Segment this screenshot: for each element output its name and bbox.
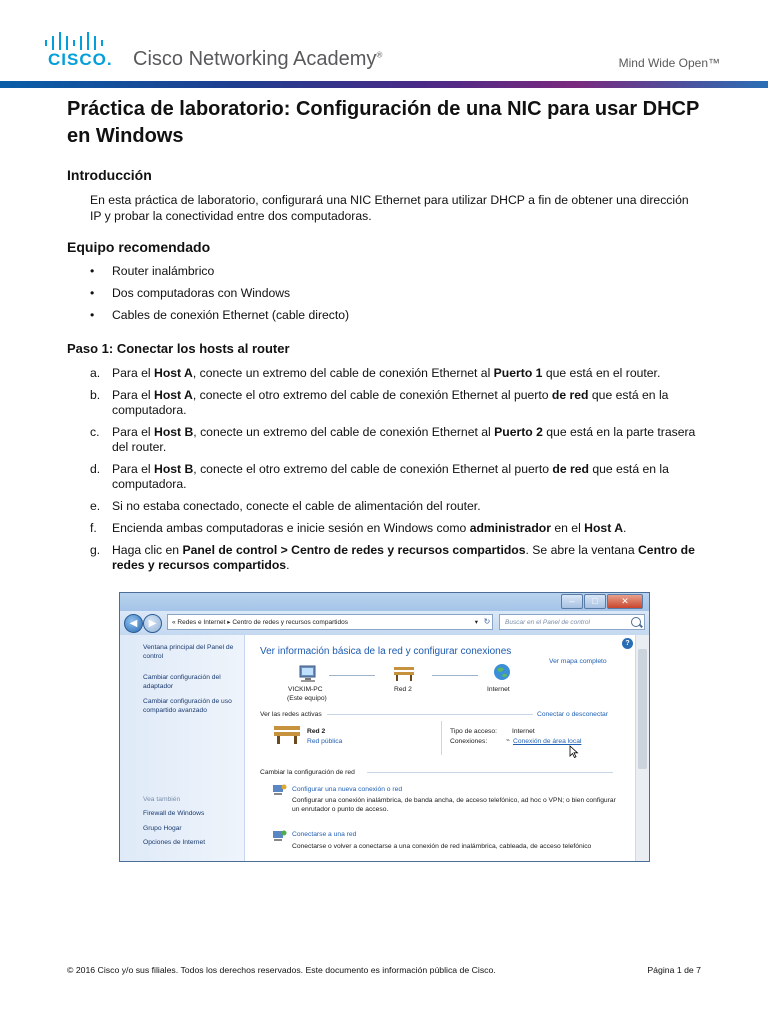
connect-network-desc: Conectarse o volver a conectarse a una conexión de red inalámbrica, cableada, de acceso telefónico bbox=[292, 843, 592, 850]
search-input[interactable]: Buscar en el Panel de control bbox=[499, 614, 645, 630]
step-emphasis: administrador bbox=[469, 521, 551, 535]
step-label: a. bbox=[90, 366, 101, 380]
step-text: Para el bbox=[112, 462, 155, 476]
computer-icon bbox=[297, 665, 319, 683]
step-item bbox=[90, 462, 710, 492]
step-label: c. bbox=[90, 425, 100, 439]
intro-text: En esta práctica de laboratorio, configurará una NIC Ethernet para utilizar DHCP a fin de obtener una dirección IP y probar la conectividad entre dos computadoras. bbox=[90, 193, 689, 223]
step-text: en el bbox=[550, 521, 585, 535]
window-titlebar bbox=[120, 593, 649, 611]
step-list bbox=[90, 366, 710, 580]
step-label: f. bbox=[90, 521, 97, 535]
page-header bbox=[0, 0, 768, 88]
plug-icon: ⌁ bbox=[506, 737, 511, 744]
main-panel bbox=[245, 635, 635, 862]
step-text: Para el bbox=[112, 388, 155, 402]
step-item bbox=[90, 499, 710, 514]
node-this-pc: VICKIM-PC bbox=[288, 686, 323, 693]
step-text: , conecte el otro extremo del cable de conexión Ethernet al puerto bbox=[193, 462, 553, 476]
step-text: . Se abre la ventana bbox=[525, 543, 638, 557]
connections-label: Conexiones: bbox=[450, 738, 488, 745]
step-emphasis: Host B bbox=[154, 425, 194, 439]
copyright-text: © 2016 Cisco y/o sus filiales. Todos los derechos reservados. Este documento es información pública de Cisco. bbox=[67, 965, 496, 975]
new-connection-link[interactable]: Configurar una nueva conexión o red bbox=[292, 786, 403, 793]
close-button[interactable]: ✕ bbox=[607, 594, 643, 609]
list-item: • Router inalámbrico bbox=[90, 263, 349, 285]
main-heading: Ver información básica de la red y configurar conexiones bbox=[260, 646, 512, 657]
step-emphasis: Host B bbox=[154, 462, 194, 476]
step-emphasis: de red bbox=[552, 462, 589, 476]
step-emphasis: Panel de control > Centro de redes y recursos compartidos bbox=[182, 543, 526, 557]
cisco-logo-bars-icon bbox=[44, 32, 114, 50]
step-emphasis: Host A bbox=[154, 366, 193, 380]
step-text: . bbox=[623, 521, 627, 535]
search-icon[interactable] bbox=[631, 617, 641, 627]
access-type-value: Internet bbox=[512, 728, 535, 735]
sidebar-link-adapter-settings[interactable]: Cambiar configuración del adaptador bbox=[143, 674, 221, 690]
local-connection-link[interactable]: Conexión de área local bbox=[513, 738, 582, 745]
scrollbar[interactable] bbox=[635, 635, 650, 862]
step-label: d. bbox=[90, 462, 101, 476]
step-text: Si no estaba conectado, conecte el cable de alimentación del router. bbox=[112, 499, 481, 513]
step-text: Encienda ambas computadoras e inicie sesión en Windows como bbox=[112, 521, 470, 535]
sidebar-link-homegroup[interactable]: Grupo Hogar bbox=[143, 825, 182, 832]
node-internet: Internet bbox=[487, 686, 510, 693]
step-text: que está en la computadora. bbox=[112, 388, 669, 417]
sidebar-link-firewall[interactable]: Firewall de Windows bbox=[143, 810, 205, 817]
sidebar-link-control-panel[interactable]: Ventana principal del Panel de control bbox=[143, 644, 234, 660]
step-label: g. bbox=[90, 543, 101, 557]
address-row bbox=[120, 611, 649, 635]
sidebar bbox=[120, 635, 245, 862]
vertical-divider bbox=[441, 721, 442, 755]
step-emphasis: Host A bbox=[584, 521, 623, 535]
address-bar[interactable]: « Redes e Internet ▸ Centro de redes y recursos compartidos ▾ bbox=[167, 614, 493, 630]
intro-heading: Introducción bbox=[67, 167, 152, 183]
equipment-heading: Equipo recomendado bbox=[67, 239, 211, 255]
change-settings-label: Cambiar la configuración de red bbox=[260, 769, 355, 776]
step-text: Para el bbox=[112, 425, 155, 439]
maximize-button[interactable]: □ bbox=[584, 594, 606, 609]
step-item bbox=[90, 425, 710, 455]
connect-disconnect-link[interactable]: Conectar o desconectar bbox=[537, 711, 609, 718]
step-label: b. bbox=[90, 388, 101, 402]
step-text: que está en la parte trasera del router. bbox=[112, 425, 696, 454]
header-gradient-bar bbox=[0, 81, 768, 88]
step-label: e. bbox=[90, 499, 101, 513]
divider bbox=[367, 772, 613, 773]
page-footer bbox=[67, 965, 701, 975]
academy-name: Cisco Networking Academy® bbox=[133, 48, 383, 70]
step-item bbox=[90, 388, 710, 418]
step-item bbox=[90, 366, 710, 381]
active-networks-label: Ver las redes activas bbox=[260, 711, 322, 718]
step-text: Para el bbox=[112, 366, 155, 380]
sidebar-link-internet-options[interactable]: Opciones de Internet bbox=[143, 839, 206, 846]
cisco-logo-text: CISCO. bbox=[48, 50, 113, 69]
see-also-label: Vea también bbox=[143, 796, 181, 803]
globe-icon bbox=[493, 663, 511, 681]
step-emphasis: Puerto 2 bbox=[494, 425, 543, 439]
step-emphasis: de red bbox=[551, 388, 589, 402]
page-number: Página 1 de 7 bbox=[647, 965, 701, 975]
new-connection-icon bbox=[271, 783, 287, 797]
step-text: . bbox=[286, 558, 290, 572]
new-connection-desc: Configurar una conexión inalámbrica, de banda ancha, de acceso telefónico, ad hoc o VPN; o bien configurar un enrutador o punto de acceso. bbox=[292, 797, 616, 813]
step-emphasis: Host A bbox=[154, 388, 193, 402]
network-center-screenshot bbox=[119, 592, 650, 862]
network-type-link[interactable]: Red pública bbox=[307, 738, 343, 745]
sidebar-link-sharing-settings[interactable]: Cambiar configuración de uso compartido avanzado bbox=[143, 698, 232, 714]
list-item: • Cables de conexión Ethernet (cable directo) bbox=[90, 307, 349, 329]
divider bbox=[327, 714, 533, 715]
cursor-icon bbox=[569, 745, 579, 758]
map-link-line bbox=[329, 675, 375, 676]
step-text: , conecte un extremo del cable de conexión Ethernet al bbox=[192, 366, 494, 380]
help-icon[interactable]: ? bbox=[622, 638, 633, 649]
step-emphasis: Centro de redes y recursos compartidos bbox=[112, 543, 695, 572]
network-bench-icon bbox=[273, 723, 301, 745]
network-name: Red 2 bbox=[307, 728, 326, 735]
step-text: que está en el router. bbox=[542, 366, 661, 380]
list-item: • Dos computadoras con Windows bbox=[90, 285, 349, 307]
access-type-label: Tipo de acceso: bbox=[450, 728, 497, 735]
connect-network-icon bbox=[271, 829, 287, 843]
step-text: , conecte un extremo del cable de conexión Ethernet al bbox=[193, 425, 495, 439]
forward-icon[interactable]: ▶ bbox=[143, 614, 162, 633]
step-emphasis: Puerto 1 bbox=[493, 366, 543, 380]
back-icon[interactable]: ◀ bbox=[124, 614, 143, 633]
document-title: Práctica de laboratorio: Configuración de una NIC para usar DHCP en Windows bbox=[67, 98, 699, 147]
node-network: Red 2 bbox=[394, 686, 412, 693]
step1-heading: Paso 1: Conectar los hosts al router bbox=[67, 341, 290, 356]
map-link-line bbox=[432, 675, 478, 676]
node-this-pc-sub: (Este equipo) bbox=[287, 695, 327, 702]
step-text: , conecte el otro extremo del cable de conexión Ethernet al puerto bbox=[192, 388, 552, 402]
step-item bbox=[90, 543, 710, 573]
full-map-link[interactable]: Ver mapa completo bbox=[549, 658, 607, 665]
step-text: Haga clic en bbox=[112, 543, 183, 557]
minimize-button[interactable]: – bbox=[561, 594, 583, 609]
tagline: Mind Wide Open™ bbox=[618, 56, 720, 70]
scrollbar-thumb[interactable] bbox=[638, 649, 647, 769]
step-text: que está en la computadora. bbox=[112, 462, 669, 491]
equipment-list bbox=[90, 263, 349, 329]
connect-network-link[interactable]: Conectarse a una red bbox=[292, 831, 357, 838]
refresh-icon[interactable]: ↻ bbox=[483, 617, 491, 626]
chevron-down-icon[interactable]: ▾ bbox=[474, 619, 478, 626]
bench-icon bbox=[393, 665, 415, 681]
step-item bbox=[90, 521, 710, 536]
